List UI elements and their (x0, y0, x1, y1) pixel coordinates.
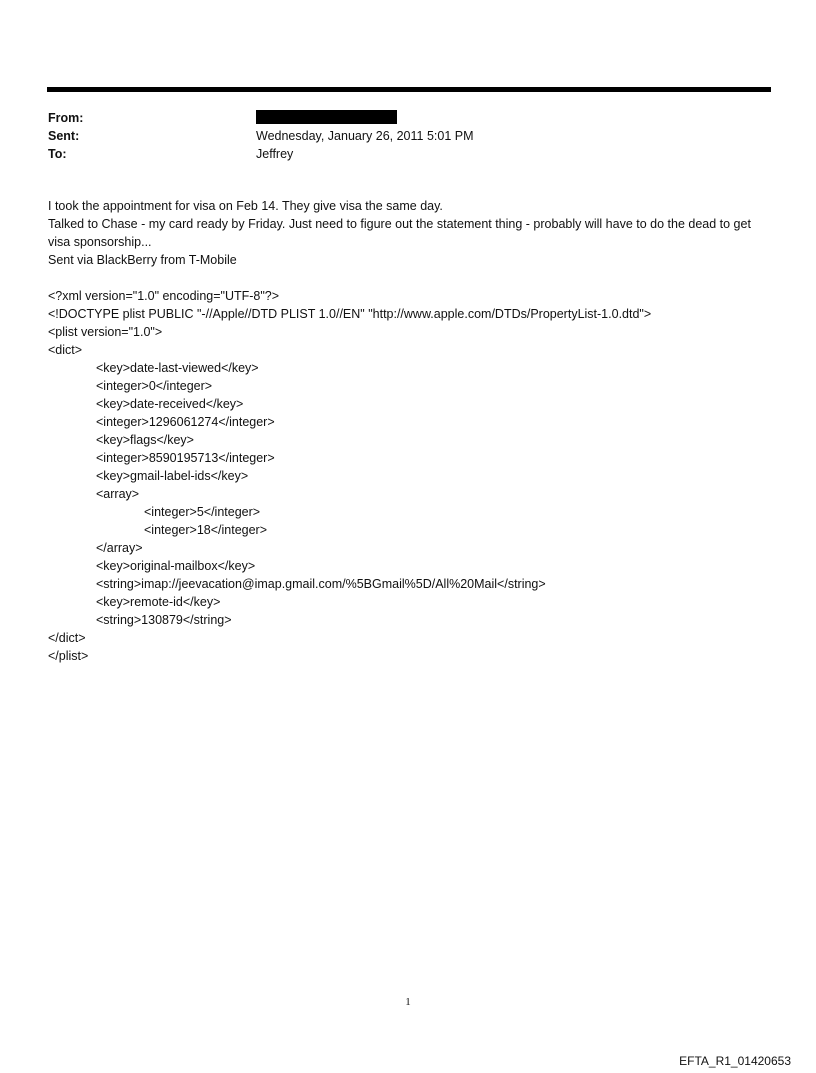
xml-line: <string>130879</string> (96, 613, 232, 627)
email-headers (48, 109, 474, 163)
xml-line: <integer>8590195713</integer> (96, 451, 275, 465)
xml-line: <array> (96, 487, 140, 501)
message-line: I took the appointment for visa on Feb 14. They give visa the same day. (48, 199, 443, 213)
xml-line: <key>gmail-label-ids</key> (96, 469, 249, 483)
xml-line: <?xml version="1.0" encoding="UTF-8"?> (48, 289, 280, 303)
redaction-box (256, 110, 397, 124)
xml-line: </dict> (48, 631, 86, 645)
xml-line: </plist> (48, 649, 89, 663)
from-value-redacted (256, 109, 397, 127)
xml-line: <key>date-last-viewed</key> (96, 361, 259, 375)
xml-line: <integer>0</integer> (96, 379, 213, 393)
sent-value: Wednesday, January 26, 2011 5:01 PM (256, 129, 474, 143)
xml-line: <dict> (48, 343, 83, 357)
header-rule (47, 87, 771, 92)
message-body (48, 197, 768, 269)
to-row (48, 145, 474, 163)
from-row (48, 109, 474, 127)
plist-xml-block (48, 287, 651, 665)
document-id: EFTA_R1_01420653 (679, 1054, 791, 1068)
message-signature: Sent via BlackBerry from T-Mobile (48, 253, 237, 267)
xml-line: <string>imap://jeevacation@imap.gmail.com/%5BGmail%5D/All%20Mail</string> (96, 577, 546, 591)
xml-line: </array> (96, 541, 143, 555)
sent-row (48, 127, 474, 145)
xml-line: <integer>1296061274</integer> (96, 415, 275, 429)
xml-line: <key>flags</key> (96, 433, 194, 447)
xml-line: <!DOCTYPE plist PUBLIC "-//Apple//DTD PLIST 1.0//EN" "http://www.apple.com/DTDs/PropertyList-1.0.dtd"> (48, 307, 652, 321)
xml-line: <key>original-mailbox</key> (96, 559, 256, 573)
to-label: To: (48, 147, 67, 161)
to-value: Jeffrey (256, 147, 294, 161)
xml-line: <integer>18</integer> (144, 523, 268, 537)
xml-line: <integer>5</integer> (144, 505, 261, 519)
page-number: 1 (405, 996, 411, 1008)
xml-line: <key>date-received</key> (96, 397, 244, 411)
xml-line: <key>remote-id</key> (96, 595, 221, 609)
from-label: From: (48, 111, 84, 125)
xml-line: <plist version="1.0"> (48, 325, 163, 339)
sent-label: Sent: (48, 129, 80, 143)
message-line: Talked to Chase - my card ready by Friday. Just need to figure out the statement thing - probably will have to do the dead to get visa sponsorship... (48, 217, 751, 249)
